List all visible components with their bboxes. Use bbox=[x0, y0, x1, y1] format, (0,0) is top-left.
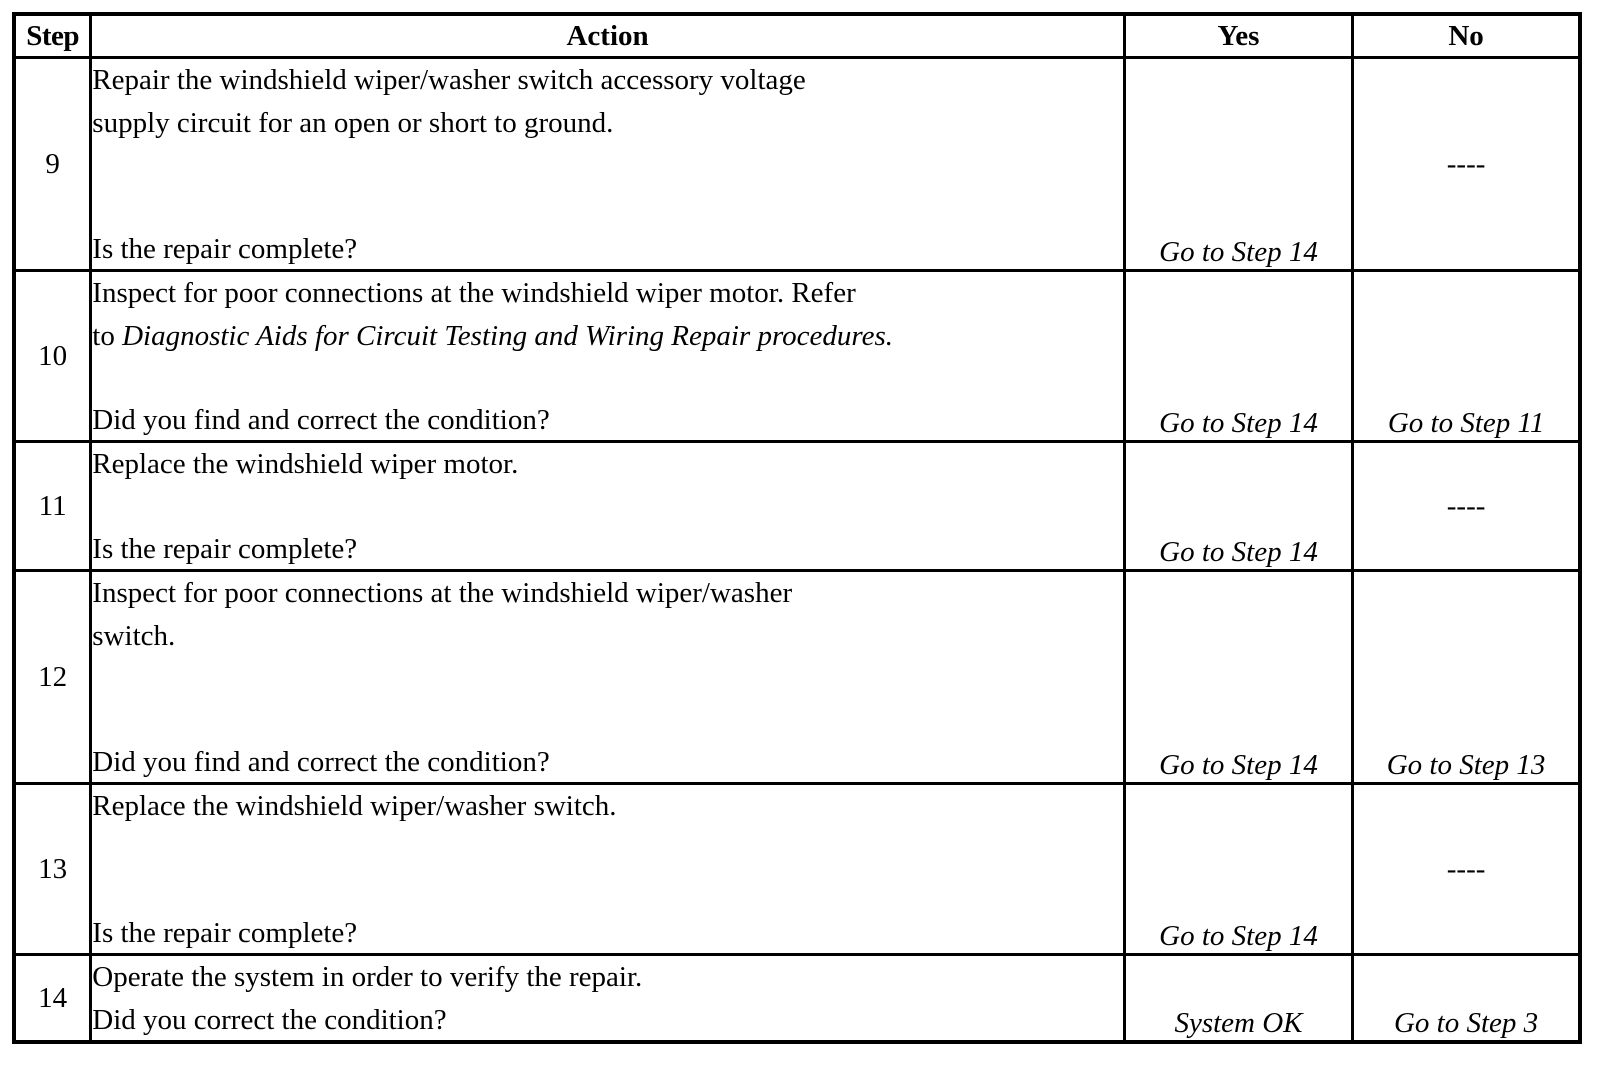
action-cell bbox=[91, 58, 1125, 271]
yes-result: Go to Step 14 bbox=[1124, 571, 1352, 784]
action-cell bbox=[91, 271, 1125, 442]
step-number: 9 bbox=[14, 58, 91, 271]
header-action: Action bbox=[91, 14, 1125, 58]
action-cell bbox=[91, 955, 1125, 1043]
header-row bbox=[14, 14, 1580, 58]
no-result: ---- bbox=[1353, 442, 1580, 571]
table-row bbox=[14, 271, 1580, 442]
diagnostic-steps-table bbox=[12, 12, 1582, 1044]
step-number: 14 bbox=[14, 955, 91, 1043]
yes-result: System OK bbox=[1124, 955, 1352, 1043]
action-text: Replace the windshield wiper/washer switch. bbox=[92, 790, 617, 822]
action-question: Is the repair complete? bbox=[92, 917, 358, 949]
action-question: Did you find and correct the condition? bbox=[92, 746, 550, 778]
action-text: Inspect for poor connections at the windshield wiper motor. Refer to Diagnostic Aids for Circuit Testing and Wiring Repair procedures. bbox=[92, 277, 894, 352]
table-row bbox=[14, 784, 1580, 955]
no-result: ---- bbox=[1353, 58, 1580, 271]
yes-result: Go to Step 14 bbox=[1124, 784, 1352, 955]
reference-link-text: Diagnostic Aids for Circuit Testing and Wiring Repair procedures. bbox=[122, 320, 894, 352]
no-result: Go to Step 11 bbox=[1353, 271, 1580, 442]
no-result: Go to Step 13 bbox=[1353, 571, 1580, 784]
action-question: Is the repair complete? bbox=[92, 233, 358, 265]
action-cell bbox=[91, 784, 1125, 955]
header-yes: Yes bbox=[1124, 14, 1352, 58]
action-text: Repair the windshield wiper/washer switch accessory voltage supply circuit for an open or short to ground. bbox=[92, 64, 806, 139]
yes-result: Go to Step 14 bbox=[1124, 271, 1352, 442]
no-result: Go to Step 3 bbox=[1353, 955, 1580, 1043]
table-row bbox=[14, 442, 1580, 571]
action-text: Inspect for poor connections at the windshield wiper/washer switch. bbox=[92, 577, 793, 652]
step-number: 10 bbox=[14, 271, 91, 442]
no-result: ---- bbox=[1353, 784, 1580, 955]
step-number: 13 bbox=[14, 784, 91, 955]
action-text: Replace the windshield wiper motor. bbox=[92, 448, 519, 480]
header-no: No bbox=[1353, 14, 1580, 58]
yes-result: Go to Step 14 bbox=[1124, 442, 1352, 571]
yes-result: Go to Step 14 bbox=[1124, 58, 1352, 271]
action-question: Did you correct the condition? bbox=[92, 1004, 447, 1036]
action-cell bbox=[91, 571, 1125, 784]
action-text: Operate the system in order to verify the repair. bbox=[92, 961, 643, 993]
header-step: Step bbox=[14, 14, 91, 58]
step-number: 12 bbox=[14, 571, 91, 784]
table-row bbox=[14, 571, 1580, 784]
action-cell bbox=[91, 442, 1125, 571]
step-number: 11 bbox=[14, 442, 91, 571]
action-question: Did you find and correct the condition? bbox=[92, 404, 550, 436]
action-question: Is the repair complete? bbox=[92, 533, 358, 565]
table-row bbox=[14, 58, 1580, 271]
table-row bbox=[14, 955, 1580, 1043]
